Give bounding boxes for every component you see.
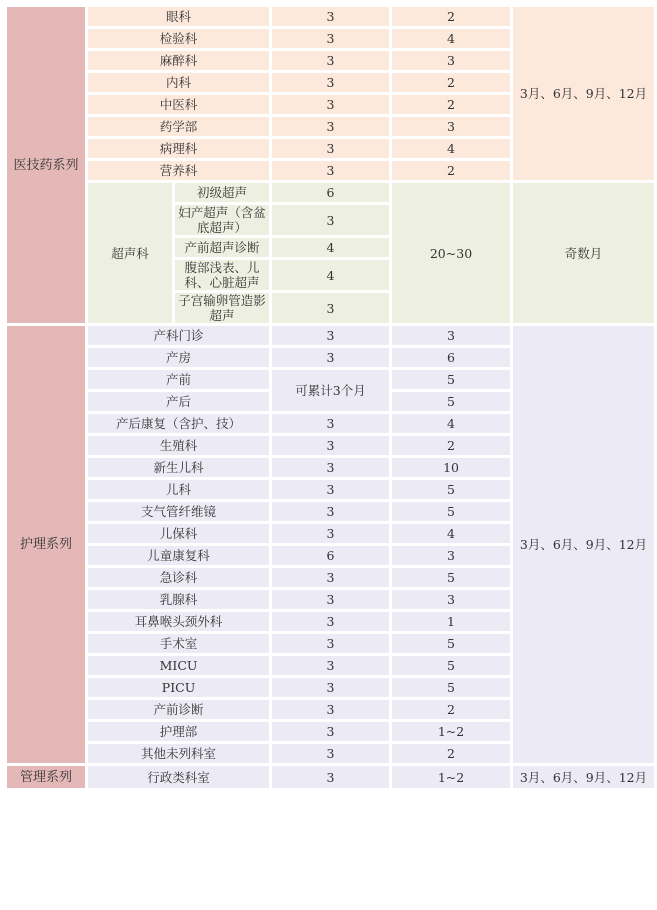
dept-cell: 儿保科 [87, 523, 271, 545]
value-a-cell: 3 [271, 94, 391, 116]
rotation-schedule-table [4, 4, 657, 791]
ultrasound-sub-cell: 腹部浅表、儿科、心脏超声 [174, 259, 271, 292]
dept-cell: MICU [87, 655, 271, 677]
dept-cell: 检验科 [87, 28, 271, 50]
value-a-merged-cell: 可累计3个月 [271, 369, 391, 413]
value-a-cell: 4 [271, 237, 391, 259]
value-a-cell: 3 [271, 677, 391, 699]
months-nursing: 3月、6月、9月、12月 [512, 325, 656, 765]
dept-cell: 其他未列科室 [87, 743, 271, 765]
value-a-cell: 3 [271, 589, 391, 611]
value-a-cell: 4 [271, 259, 391, 292]
value-a-cell: 3 [271, 479, 391, 501]
value-b-cell: 3 [391, 589, 512, 611]
dept-cell: 产科门诊 [87, 325, 271, 347]
value-b-cell: 4 [391, 523, 512, 545]
dept-cell: 儿童康复科 [87, 545, 271, 567]
value-a-cell: 3 [271, 655, 391, 677]
dept-cell: 产房 [87, 347, 271, 369]
value-b-cell: 5 [391, 633, 512, 655]
value-a-cell: 3 [271, 204, 391, 237]
value-b-cell: 2 [391, 72, 512, 94]
value-a-cell: 3 [271, 567, 391, 589]
ultrasound-sub-cell: 初级超声 [174, 182, 271, 204]
value-a-cell: 3 [271, 347, 391, 369]
value-b-cell: 5 [391, 567, 512, 589]
dept-cell: 新生儿科 [87, 457, 271, 479]
months-admin: 3月、6月、9月、12月 [512, 765, 656, 790]
value-a-cell: 6 [271, 182, 391, 204]
dept-cell: 急诊科 [87, 567, 271, 589]
dept-cell: 内科 [87, 72, 271, 94]
dept-cell: 儿科 [87, 479, 271, 501]
dept-cell: 产前诊断 [87, 699, 271, 721]
value-b-cell: 3 [391, 325, 512, 347]
value-a-cell: 3 [271, 138, 391, 160]
value-a-cell: 6 [271, 545, 391, 567]
value-b-cell: 5 [391, 655, 512, 677]
value-a-cell: 3 [271, 501, 391, 523]
value-b-cell: 1~2 [391, 721, 512, 743]
value-b-cell: 5 [391, 677, 512, 699]
dept-cell: 产前 [87, 369, 271, 391]
ultrasound-sub-cell: 妇产超声（含盆底超声） [174, 204, 271, 237]
value-a-cell: 3 [271, 765, 391, 790]
value-b-cell: 5 [391, 479, 512, 501]
value-b-cell: 2 [391, 94, 512, 116]
group-medtech: 医技药系列 [6, 6, 87, 325]
value-b-cell: 3 [391, 50, 512, 72]
dept-cell: 麻醉科 [87, 50, 271, 72]
value-b-cell: 2 [391, 6, 512, 28]
value-a-cell: 3 [271, 721, 391, 743]
dept-cell: 病理科 [87, 138, 271, 160]
value-a-cell: 3 [271, 72, 391, 94]
value-a-cell: 3 [271, 633, 391, 655]
value-a-cell: 3 [271, 50, 391, 72]
value-b-cell: 4 [391, 413, 512, 435]
dept-cell: PICU [87, 677, 271, 699]
dept-cell: 手术室 [87, 633, 271, 655]
value-a-cell: 3 [271, 523, 391, 545]
ultrasound-label: 超声科 [87, 182, 174, 325]
value-a-cell: 3 [271, 457, 391, 479]
dept-cell: 营养科 [87, 160, 271, 182]
value-a-cell: 3 [271, 435, 391, 457]
ultrasound-sub-cell: 子宫输卵管造影超声 [174, 292, 271, 325]
group-nursing: 护理系列 [6, 325, 87, 765]
value-b-cell: 6 [391, 347, 512, 369]
value-b-cell: 5 [391, 391, 512, 413]
dept-cell: 乳腺科 [87, 589, 271, 611]
dept-cell: 护理部 [87, 721, 271, 743]
value-a-cell: 3 [271, 611, 391, 633]
value-b-cell: 4 [391, 28, 512, 50]
value-b-cell: 2 [391, 160, 512, 182]
value-b-cell: 2 [391, 435, 512, 457]
dept-cell: 支气管纤维镜 [87, 501, 271, 523]
value-b-cell: 5 [391, 501, 512, 523]
dept-cell: 生殖科 [87, 435, 271, 457]
value-a-cell: 3 [271, 699, 391, 721]
value-a-cell: 3 [271, 6, 391, 28]
value-b-cell: 10 [391, 457, 512, 479]
ultrasound-value-b: 20~30 [391, 182, 512, 325]
value-b-cell: 1~2 [391, 765, 512, 790]
value-a-cell: 3 [271, 292, 391, 325]
value-a-cell: 3 [271, 325, 391, 347]
value-a-cell: 3 [271, 116, 391, 138]
months-ultrasound: 奇数月 [512, 182, 656, 325]
value-a-cell: 3 [271, 743, 391, 765]
dept-cell: 眼科 [87, 6, 271, 28]
value-a-cell: 3 [271, 28, 391, 50]
value-b-cell: 4 [391, 138, 512, 160]
value-b-cell: 5 [391, 369, 512, 391]
value-b-cell: 2 [391, 743, 512, 765]
dept-cell: 药学部 [87, 116, 271, 138]
value-b-cell: 2 [391, 699, 512, 721]
value-b-cell: 3 [391, 545, 512, 567]
dept-cell: 产后 [87, 391, 271, 413]
dept-cell: 耳鼻喉头颈外科 [87, 611, 271, 633]
dept-cell: 产后康复（含护、技） [87, 413, 271, 435]
months-medtech: 3月、6月、9月、12月 [512, 6, 656, 182]
group-admin: 管理系列 [6, 765, 87, 790]
value-b-cell: 1 [391, 611, 512, 633]
value-a-cell: 3 [271, 160, 391, 182]
dept-cell: 中医科 [87, 94, 271, 116]
ultrasound-sub-cell: 产前超声诊断 [174, 237, 271, 259]
dept-cell: 行政类科室 [87, 765, 271, 790]
value-a-cell: 3 [271, 413, 391, 435]
value-b-cell: 3 [391, 116, 512, 138]
